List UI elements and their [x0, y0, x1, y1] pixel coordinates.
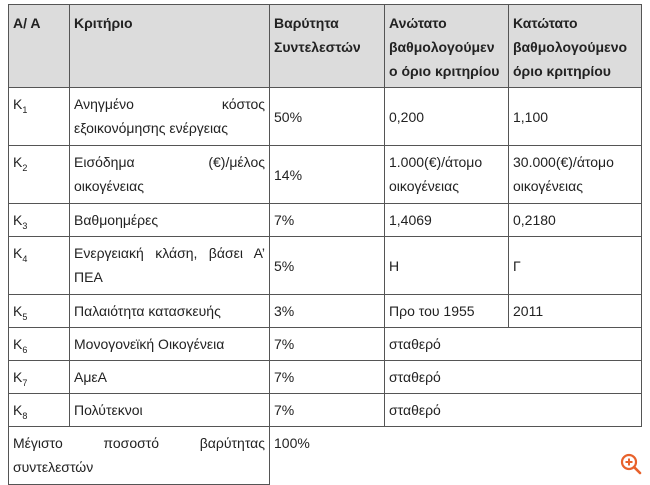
- table-row: [9, 146, 642, 204]
- total-value: 100%: [270, 427, 642, 485]
- table-row: [9, 328, 642, 361]
- row-criterion: Βαθμοημέρες: [70, 204, 270, 237]
- criteria-table: [8, 4, 642, 485]
- row-limit-fixed: σταθερό: [385, 328, 642, 361]
- row-code: $K_2$: [9, 146, 70, 204]
- row-code: $K_7$: [9, 361, 70, 394]
- row-weight: 7%: [270, 361, 385, 394]
- row-criterion: Ενεργειακή κλάση, βάσει Α’ ΠΕΑ: [70, 237, 270, 295]
- table-row: [9, 361, 642, 394]
- table-row: [9, 394, 642, 427]
- row-weight: 7%: [270, 328, 385, 361]
- total-label: Μέγιστο ποσοστό βαρύτητας συντελεστών: [9, 427, 270, 485]
- row-upper-limit: 1.000(€)/άτομο οικογένειας: [385, 146, 509, 204]
- header-upper-limit: Ανώτατο βαθμολογούμεν ο όριο κριτηρίου: [385, 5, 509, 88]
- row-weight: 50%: [270, 88, 385, 146]
- row-code: $K_6$: [9, 328, 70, 361]
- row-limit-fixed: σταθερό: [385, 394, 642, 427]
- table-row: [9, 204, 642, 237]
- row-criterion: Ανηγμένο κόστος εξοικονόμησης ενέργειας: [70, 88, 270, 146]
- zoom-in-icon[interactable]: [619, 452, 643, 476]
- header-criterion: Κριτήριο: [70, 5, 270, 88]
- row-limit-fixed: σταθερό: [385, 361, 642, 394]
- table-row: [9, 295, 642, 328]
- row-criterion: Πολύτεκνοι: [70, 394, 270, 427]
- table-row: [9, 237, 642, 295]
- row-criterion: Εισόδημα (€)/μέλος οικογένειας: [70, 146, 270, 204]
- row-lower-limit: Γ: [509, 237, 642, 295]
- row-criterion: ΑμεΑ: [70, 361, 270, 394]
- row-code: $K_1$: [9, 88, 70, 146]
- table-row: [9, 88, 642, 146]
- row-weight: 7%: [270, 204, 385, 237]
- row-criterion: Παλαιότητα κατασκευής: [70, 295, 270, 328]
- row-upper-limit: Η: [385, 237, 509, 295]
- row-upper-limit: Προ του 1955: [385, 295, 509, 328]
- row-lower-limit: 30.000(€)/άτομο οικογένειας: [509, 146, 642, 204]
- header-row: [9, 5, 642, 88]
- row-lower-limit: 2011: [509, 295, 642, 328]
- row-code: $K_4$: [9, 237, 70, 295]
- row-lower-limit: 1,100: [509, 88, 642, 146]
- row-weight: 5%: [270, 237, 385, 295]
- row-criterion: Μονογονεϊκή Οικογένεια: [70, 328, 270, 361]
- row-code: $K_5$: [9, 295, 70, 328]
- row-weight: 14%: [270, 146, 385, 204]
- total-row: [9, 427, 642, 485]
- header-lower-limit: Κατώτατο βαθμολογούμενο όριο κριτηρίου: [509, 5, 642, 88]
- row-upper-limit: 0,200: [385, 88, 509, 146]
- row-code: $K_3$: [9, 204, 70, 237]
- header-aa: Α/ Α: [9, 5, 70, 88]
- row-weight: 3%: [270, 295, 385, 328]
- row-weight: 7%: [270, 394, 385, 427]
- row-lower-limit: 0,2180: [509, 204, 642, 237]
- row-upper-limit: 1,4069: [385, 204, 509, 237]
- row-code: $K_8$: [9, 394, 70, 427]
- header-weight: Βαρύτητα Συντελεστών: [270, 5, 385, 88]
